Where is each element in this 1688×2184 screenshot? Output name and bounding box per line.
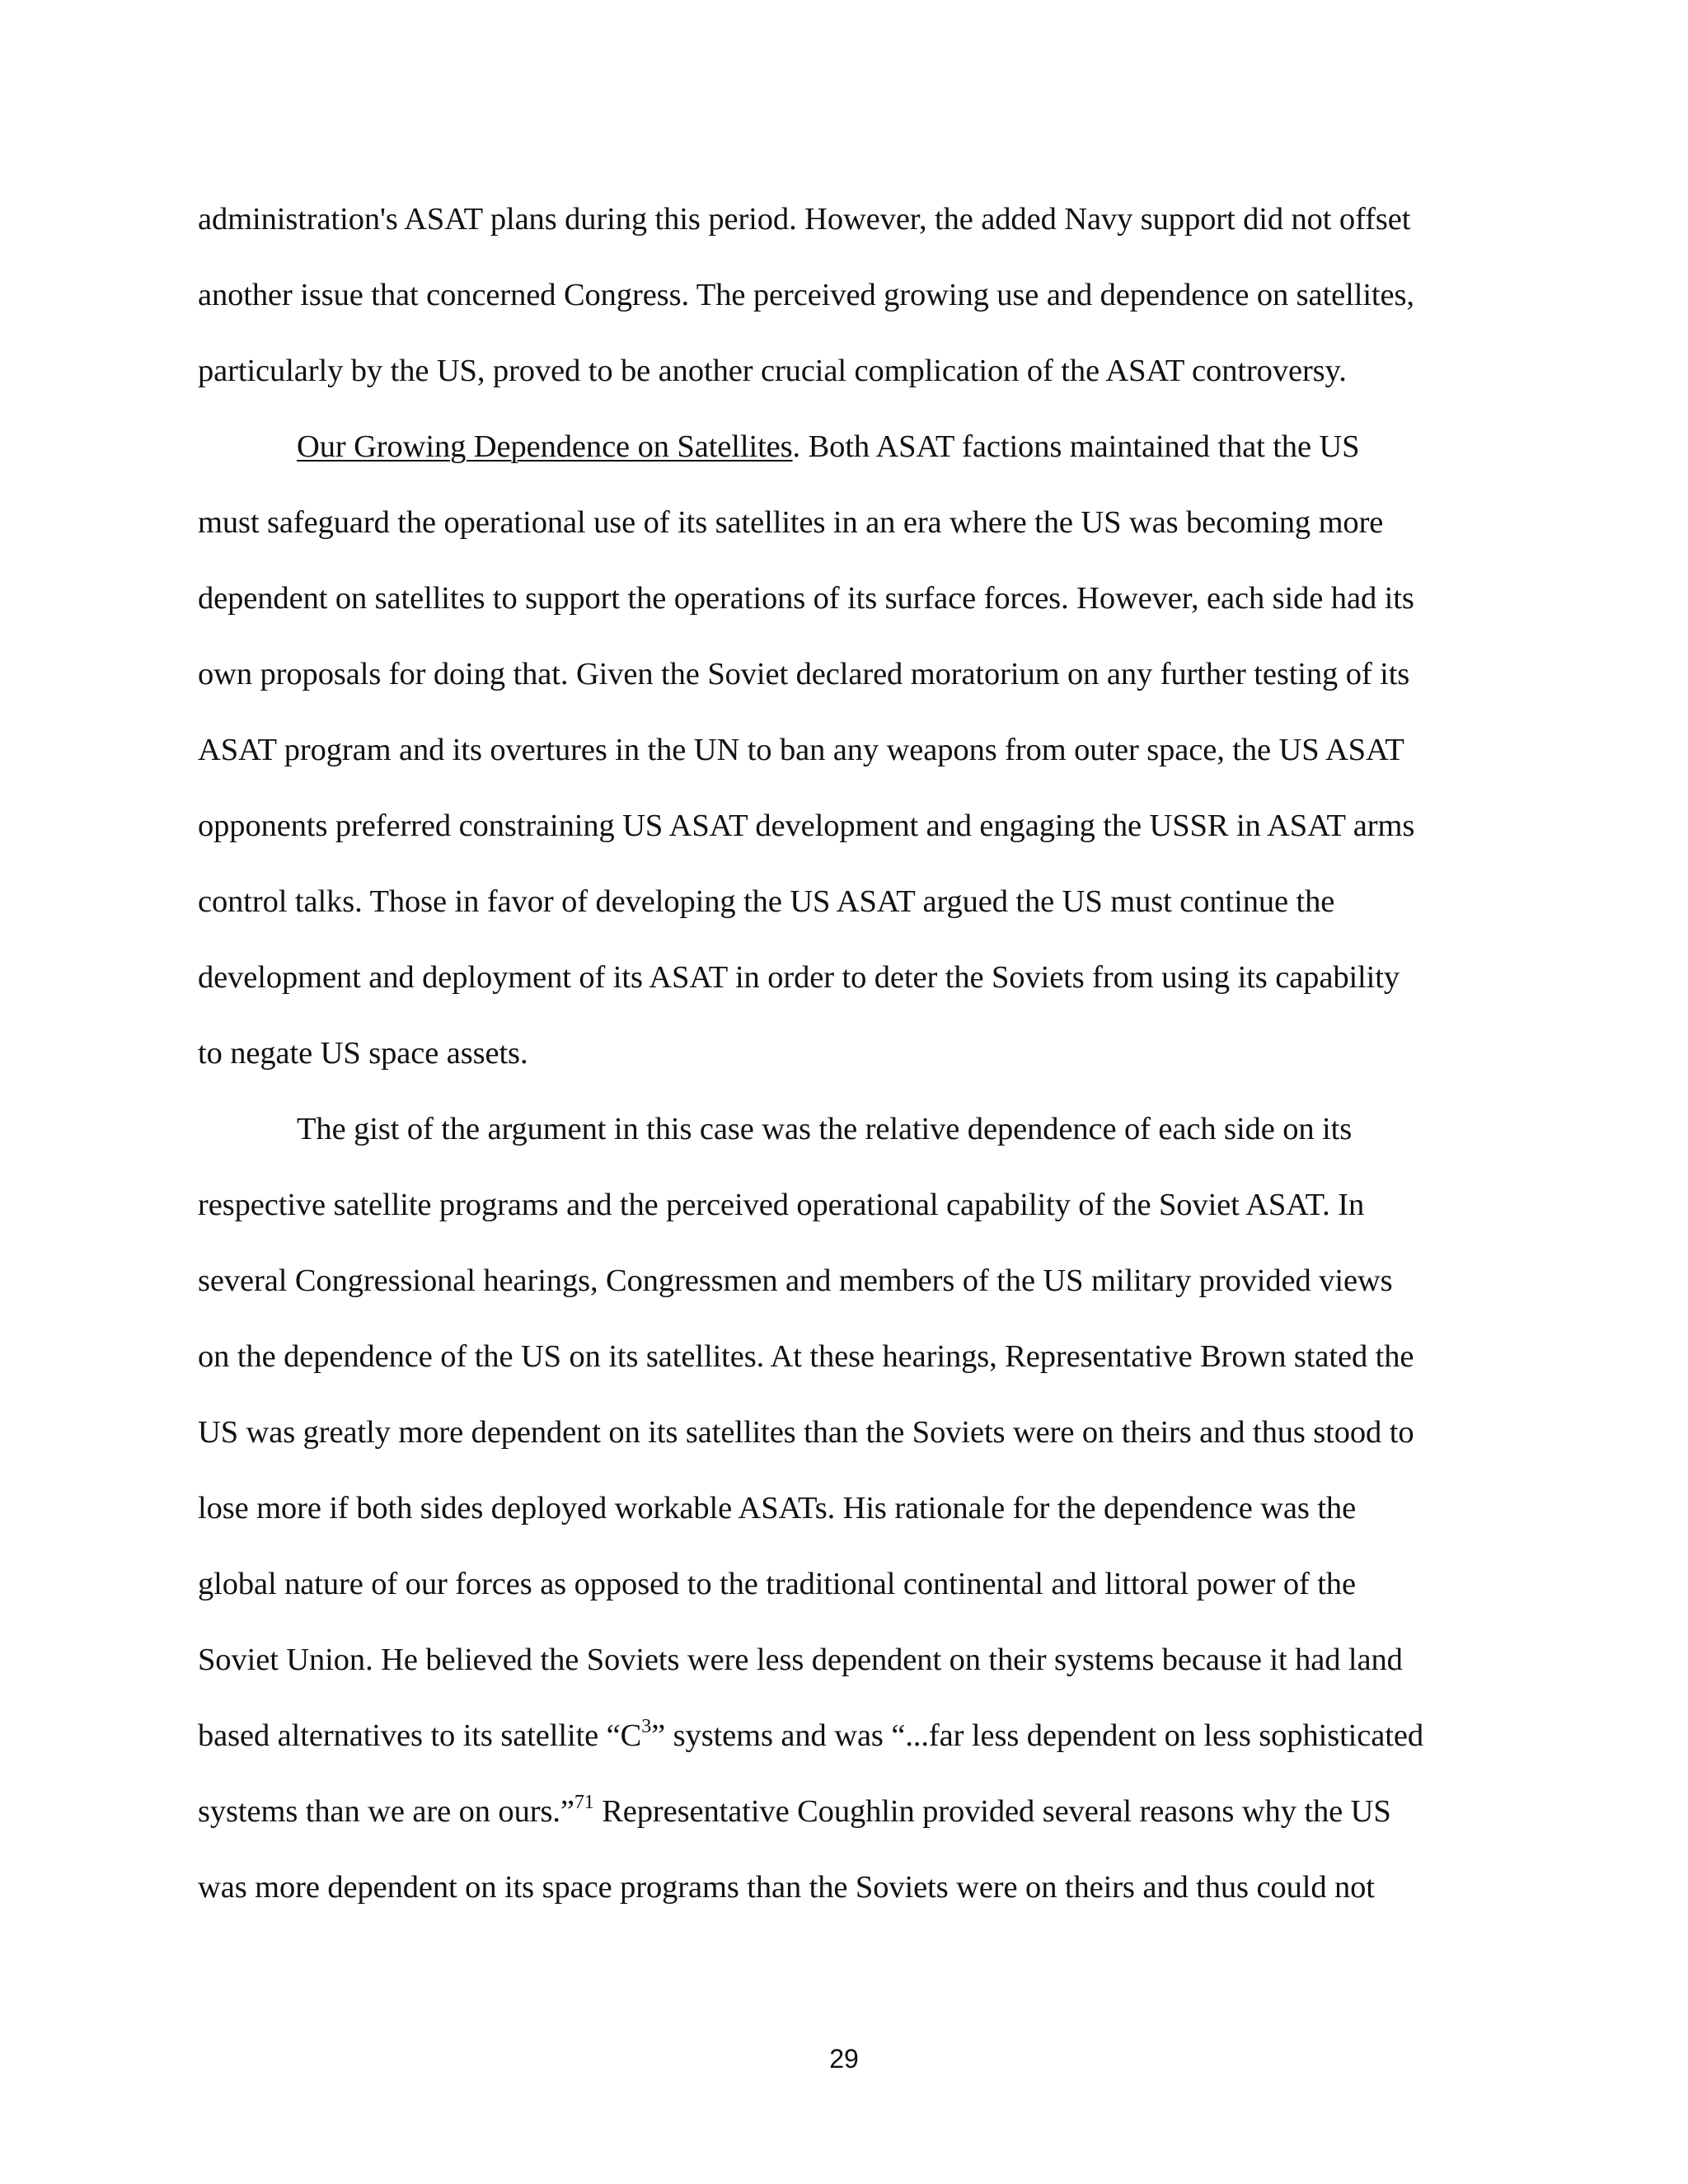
text-line: own proposals for doing that. Given the Soviet declared moratorium on any further testing of its: [198, 657, 1410, 691]
text-fragment: systems than we are on ours.”: [198, 1794, 574, 1829]
text-line: opponents preferred constraining US ASAT development and engaging the USSR in ASAT arms: [198, 808, 1415, 843]
text-line: [198, 1716, 1517, 1755]
section-heading-line: [297, 427, 1615, 466]
text-line: Soviet Union. He believed the Soviets were less dependent on their systems because it had land: [198, 1643, 1403, 1677]
text-line: [198, 1792, 1517, 1831]
text-line: respective satellite programs and the perceived operational capability of the Soviet ASAT. In: [198, 1188, 1365, 1222]
text-line: another issue that concerned Congress. The perceived growing use and dependence on satellites,: [198, 278, 1414, 312]
text-line: US was greatly more dependent on its satellites than the Soviets were on theirs and thus stood to: [198, 1415, 1414, 1450]
text-line: must safeguard the operational use of its satellites in an era where the US was becoming more: [198, 505, 1384, 540]
text-line: dependent on satellites to support the operations of its surface forces. However, each side had its: [198, 581, 1414, 616]
section-heading: Our Growing Dependence on Satellites: [297, 429, 793, 464]
text-line: administration's ASAT plans during this period. However, the added Navy support did not offset: [198, 202, 1411, 237]
text-line: development and deployment of its ASAT in order to deter the Soviets from using its capability: [198, 960, 1400, 995]
text-line: to negate US space assets.: [198, 1036, 528, 1071]
text-fragment: Representative Coughlin provided several reasons why the US: [593, 1794, 1391, 1829]
text-line: was more dependent on its space programs than the Soviets were on theirs and thus could not: [198, 1870, 1375, 1905]
text-line: lose more if both sides deployed workable ASATs. His rationale for the dependence was the: [198, 1491, 1357, 1526]
text-line: global nature of our forces as opposed to the traditional continental and littoral power of the: [198, 1567, 1356, 1601]
text-line: several Congressional hearings, Congressmen and members of the US military provided views: [198, 1263, 1393, 1298]
text-line: control talks. Those in favor of developing the US ASAT argued the US must continue the: [198, 884, 1335, 919]
footnote-reference: 71: [574, 1792, 594, 1814]
page-number: 29: [829, 2044, 859, 2074]
text-line: The gist of the argument in this case was the relative dependence of each side on its: [297, 1112, 1353, 1146]
superscript: 3: [641, 1716, 652, 1738]
text-line: ASAT program and its overtures in the UN to ban any weapons from outer space, the US ASAT: [198, 733, 1404, 767]
text-line: on the dependence of the US on its satellites. At these hearings, Representative Brown stated the: [198, 1339, 1414, 1374]
text-fragment: based alternatives to its satellite “C: [198, 1718, 642, 1753]
text-line: particularly by the US, proved to be another crucial complication of the ASAT controversy.: [198, 354, 1347, 388]
heading-continuation: . Both ASAT factions maintained that the US: [792, 429, 1360, 464]
text-fragment: ” systems and was “...far less dependent on less sophisticated: [651, 1718, 1423, 1753]
